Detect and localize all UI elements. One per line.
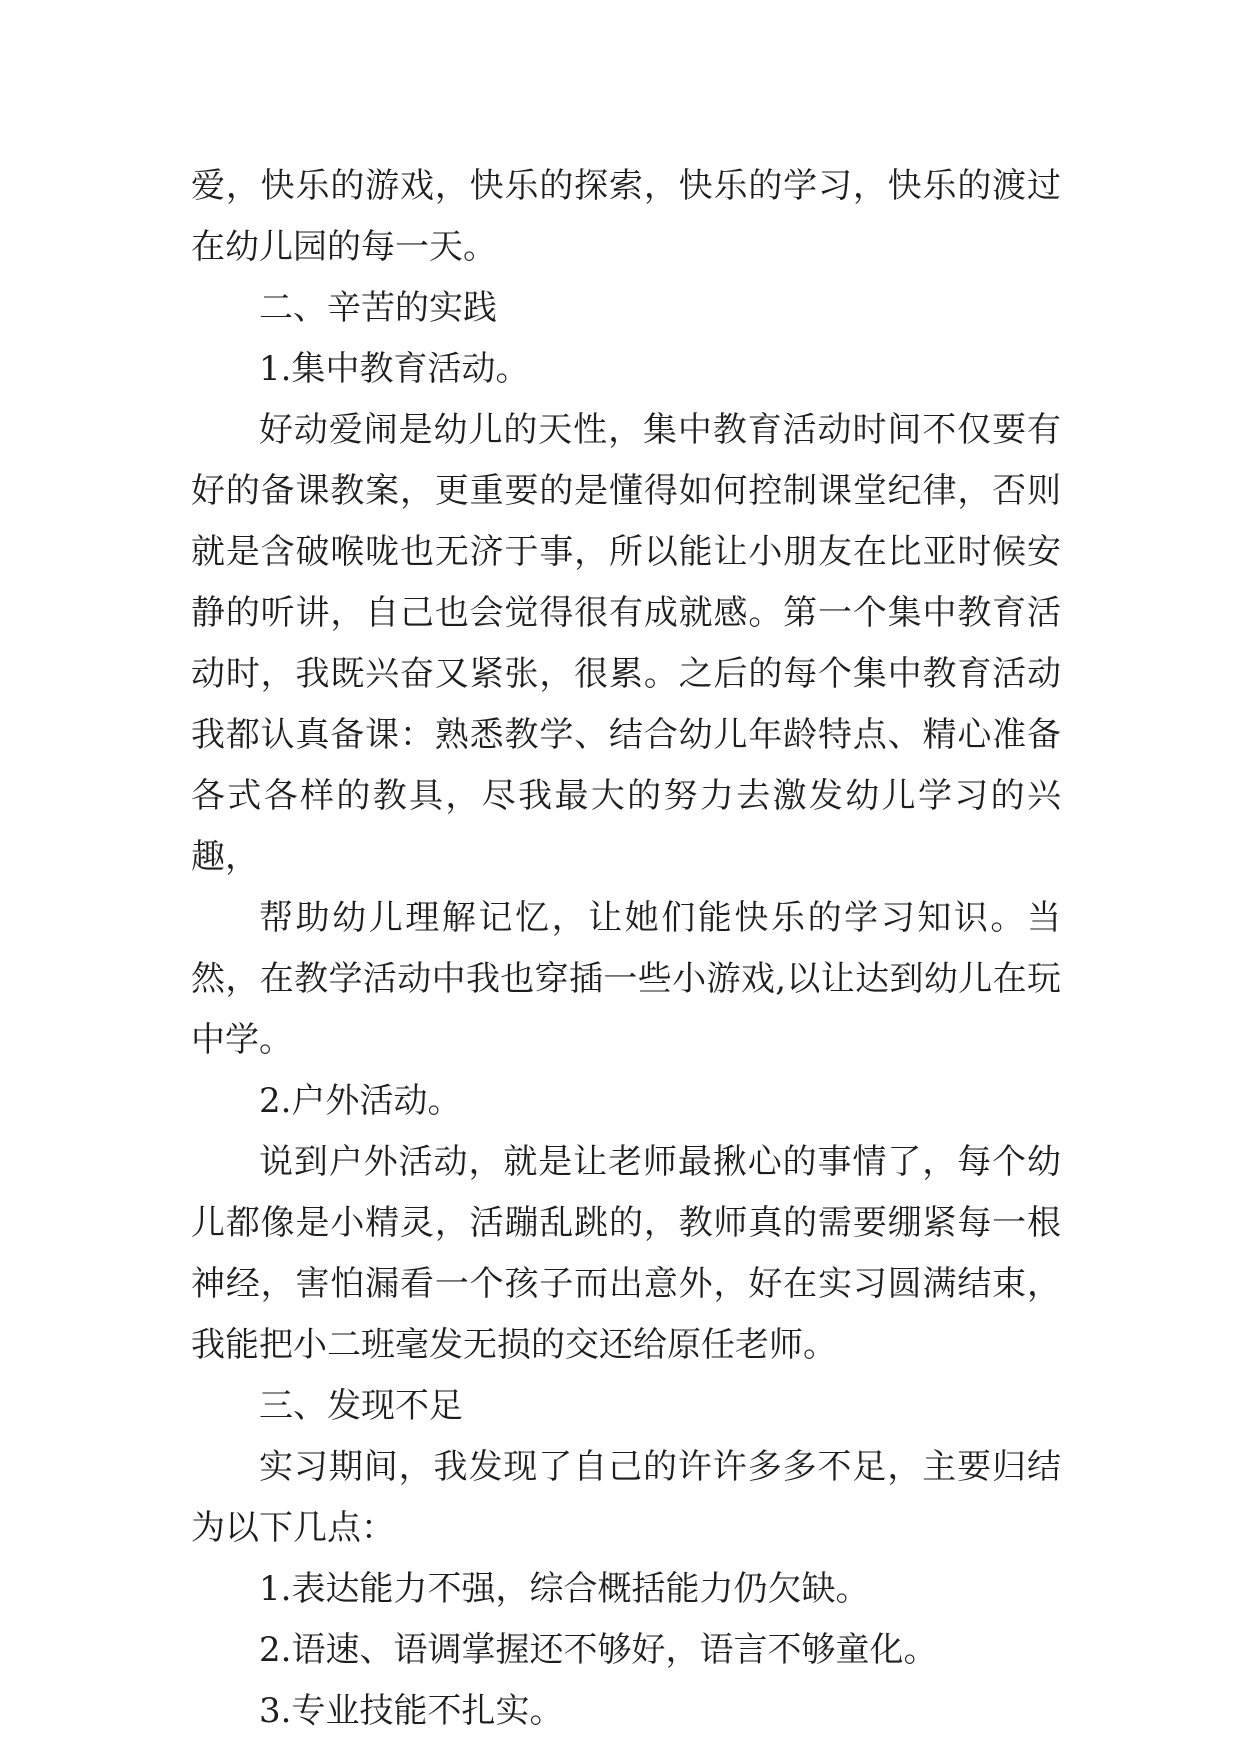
paragraph-outdoor-activity: 说到户外活动，就是让老师最揪心的事情了，每个幼儿都像是小精灵，活蹦乱跳的，教师真的需要绷紧每一根神经，害怕漏看一个孩子而出意外，好在实习圆满结束，我能把小二班毫发无损的交还给原任老师。 bbox=[191, 1142, 1061, 1365]
list-item-shortcoming-1: 1.表达能力不强，综合概括能力仍欠缺。 bbox=[259, 1569, 870, 1609]
document-body bbox=[191, 156, 1061, 1742]
section-heading-practice: 二、辛苦的实践 bbox=[259, 288, 497, 328]
paragraph-shortcomings-intro: 实习期间，我发现了自己的许许多多不足，主要归结为以下几点： bbox=[191, 1447, 1061, 1548]
paragraph-group-activity: 好动爱闹是幼儿的天性，集中教育活动时间不仅要有好的备课教案，更重要的是懂得如何控制课堂纪律，否则就是含破喉咙也无济于事，所以能让小朋友在比亚时候安静的听讲，自己也会觉得很有成就感。第一个集中教育活动时，我既兴奋又紧张，很累。之后的每个集中教育活动我都认真备课：熟悉教学、结合幼儿年龄特点、精心准备各式各样的教具，尽我最大的努力去激发幼儿学习的兴趣， bbox=[191, 410, 1061, 877]
subheading-outdoor-activity: 2.户外活动。 bbox=[259, 1081, 462, 1121]
subheading-group-activity: 1.集中教育活动。 bbox=[259, 349, 530, 389]
list-item-shortcoming-2: 2.语速、语调掌握还不够好，语言不够童化。 bbox=[259, 1630, 938, 1670]
paragraph-group-activity-cont: 帮助幼儿理解记忆，让她们能快乐的学习知识。当然，在教学活动中我也穿插一些小游戏,以让达到幼儿在玩中学。 bbox=[191, 898, 1061, 1060]
paragraph-continuation: 爱，快乐的游戏，快乐的探索，快乐的学习，快乐的渡过在幼儿园的每一天。 bbox=[191, 166, 1061, 267]
list-item-shortcoming-3: 3.专业技能不扎实。 bbox=[259, 1691, 564, 1731]
section-heading-shortcomings: 三、发现不足 bbox=[259, 1386, 463, 1426]
